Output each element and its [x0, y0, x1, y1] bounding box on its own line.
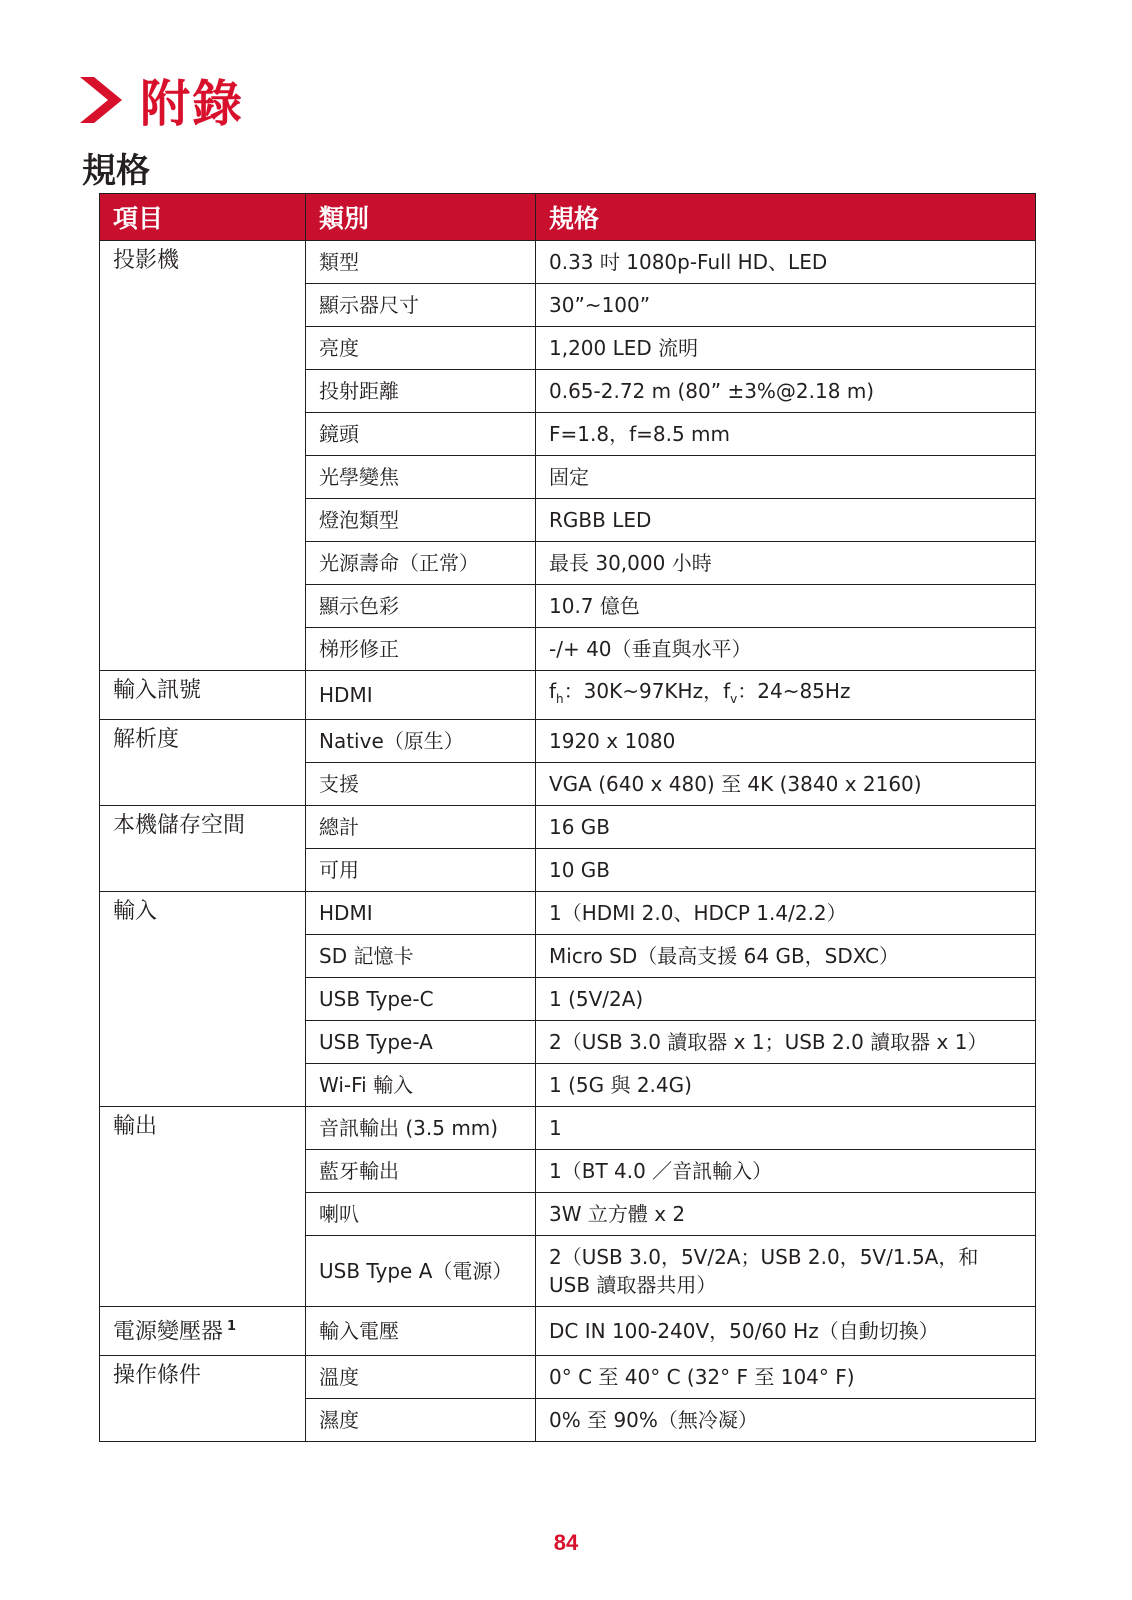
row-category: 支援 [306, 763, 536, 806]
row-category: USB Type A（電源） [306, 1236, 536, 1307]
row-category: 音訊輸出 (3.5 mm) [306, 1107, 536, 1150]
row-value: Micro SD（最高支援 64 GB，SDXC） [536, 935, 1036, 978]
row-value: -/+ 40（垂直與水平） [536, 628, 1036, 671]
row-value: 0% 至 90%（無冷凝） [536, 1399, 1036, 1442]
row-category: 顯示色彩 [306, 585, 536, 628]
table-row [100, 1107, 1036, 1150]
row-value: 0.65-2.72 m (80” ±3%@2.18 m) [536, 370, 1036, 413]
row-category: 總計 [306, 806, 536, 849]
row-category: 顯示器尺寸 [306, 284, 536, 327]
row-value: 1（BT 4.0 ／音訊輸入） [536, 1150, 1036, 1193]
row-item: 解析度 [100, 720, 306, 806]
row-category: 類型 [306, 241, 536, 284]
row-value [536, 671, 1036, 720]
row-value: 30”~100” [536, 284, 1036, 327]
row-category: HDMI [306, 892, 536, 935]
row-value: RGBB LED [536, 499, 1036, 542]
row-item-label: 電源變壓器 [113, 1319, 224, 1345]
table-row [100, 241, 1036, 284]
row-value: 1 (5G 與 2.4G) [536, 1064, 1036, 1107]
row-value: DC IN 100-240V，50/60 Hz（自動切換） [536, 1307, 1036, 1356]
row-value: 3W 立方體 x 2 [536, 1193, 1036, 1236]
column-header-item: 項目 [100, 194, 306, 241]
table-row [100, 1356, 1036, 1399]
row-item: 輸入 [100, 892, 306, 1107]
row-value: 1 (5V/2A) [536, 978, 1036, 1021]
row-value: 10.7 億色 [536, 585, 1036, 628]
row-category: 亮度 [306, 327, 536, 370]
page-title: 附錄 [140, 75, 244, 133]
row-category: 濕度 [306, 1399, 536, 1442]
row-category: 藍牙輸出 [306, 1150, 536, 1193]
row-item: 操作條件 [100, 1356, 306, 1442]
row-category: 溫度 [306, 1356, 536, 1399]
row-item: 輸出 [100, 1107, 306, 1307]
chevron-right-icon [80, 77, 122, 123]
row-category: SD 記憶卡 [306, 935, 536, 978]
row-value: 1（HDMI 2.0、HDCP 1.4/2.2） [536, 892, 1036, 935]
row-category: Native（原生） [306, 720, 536, 763]
fv-symbol: f [723, 679, 731, 703]
row-category: 喇叭 [306, 1193, 536, 1236]
fh-subscript: h [556, 692, 564, 706]
row-category: 輸入電壓 [306, 1307, 536, 1356]
page-number: 84 [553, 1530, 579, 1555]
row-category: 投射距離 [306, 370, 536, 413]
row-item: 本機儲存空間 [100, 806, 306, 892]
row-item [100, 1307, 306, 1356]
row-value: 0.33 吋 1080p-Full HD、LED [536, 241, 1036, 284]
row-value: VGA (640 x 480) 至 4K (3840 x 2160) [536, 763, 1036, 806]
row-value: 固定 [536, 456, 1036, 499]
table-row [100, 892, 1036, 935]
table-row [100, 671, 1036, 720]
row-category: 燈泡類型 [306, 499, 536, 542]
fv-subscript: v [730, 692, 738, 706]
row-category: 鏡頭 [306, 413, 536, 456]
fv-range: ：24~85Hz [737, 679, 851, 703]
row-value: 2（USB 3.0，5V/2A；USB 2.0，5V/1.5A，和 USB 讀取器共用） [536, 1236, 1036, 1307]
row-value: 16 GB [536, 806, 1036, 849]
row-value: 1 [536, 1107, 1036, 1150]
row-category: USB Type-A [306, 1021, 536, 1064]
footnote-marker: 1 [227, 1319, 237, 1334]
row-value: 2（USB 3.0 讀取器 x 1；USB 2.0 讀取器 x 1） [536, 1021, 1036, 1064]
table-header-row [100, 194, 1036, 241]
spec-table [99, 193, 1036, 1442]
section-title: 規格 [82, 151, 150, 191]
row-category: 光學變焦 [306, 456, 536, 499]
row-category: HDMI [306, 671, 536, 720]
table-row [100, 720, 1036, 763]
row-item: 投影機 [100, 241, 306, 671]
table-row [100, 806, 1036, 849]
row-value: 1,200 LED 流明 [536, 327, 1036, 370]
row-value: 10 GB [536, 849, 1036, 892]
table-row [100, 1307, 1036, 1356]
column-header-spec: 規格 [536, 194, 1036, 241]
row-category: USB Type-C [306, 978, 536, 1021]
row-category: 可用 [306, 849, 536, 892]
row-value: 1920 x 1080 [536, 720, 1036, 763]
fh-range: ：30K~97KHz， [563, 679, 724, 703]
row-category: Wi-Fi 輸入 [306, 1064, 536, 1107]
row-category: 梯形修正 [306, 628, 536, 671]
column-header-category: 類別 [306, 194, 536, 241]
page-header [80, 70, 244, 133]
row-value: 最長 30,000 小時 [536, 542, 1036, 585]
row-value: 0° C 至 40° C (32° F 至 104° F) [536, 1356, 1036, 1399]
row-item: 輸入訊號 [100, 671, 306, 720]
row-value: F=1.8，f=8.5 mm [536, 413, 1036, 456]
row-category: 光源壽命（正常） [306, 542, 536, 585]
fh-symbol: f [549, 679, 557, 703]
